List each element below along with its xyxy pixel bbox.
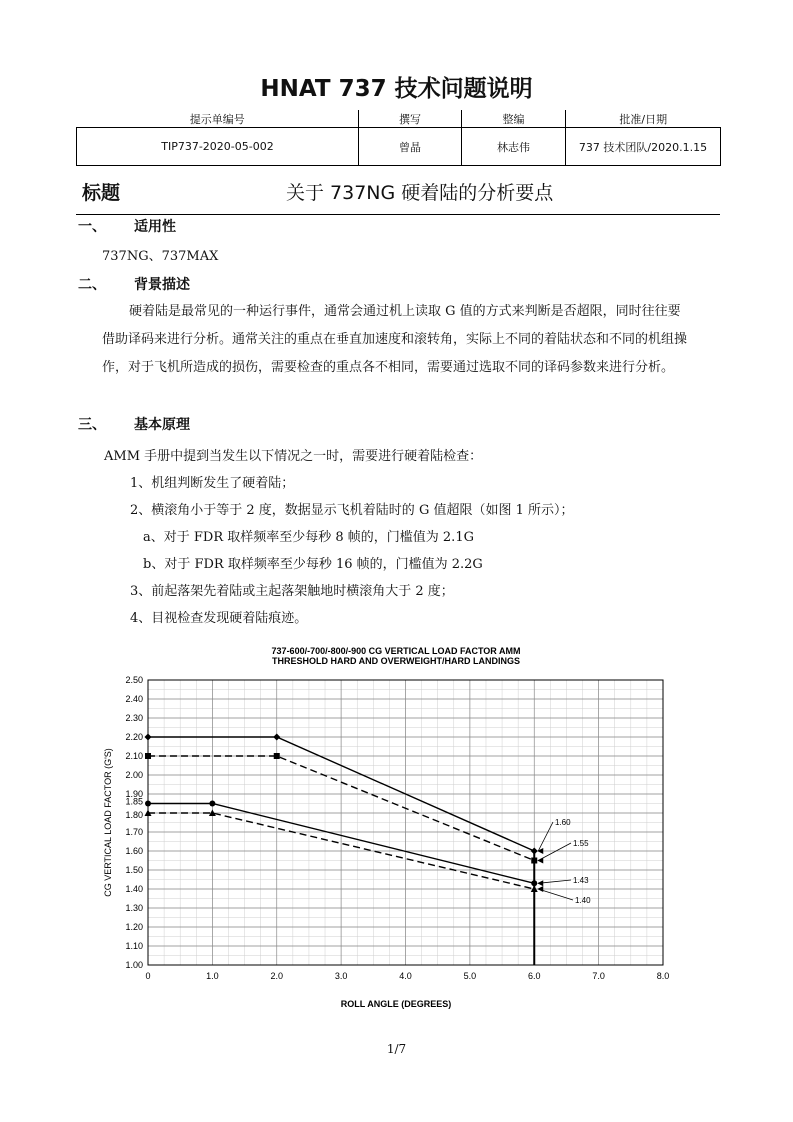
principle-item: a、对于 FDR 取样频率至少每秒 8 帧的，门槛值为 2.1G — [143, 530, 474, 545]
author: 曾晶 — [359, 128, 462, 166]
annotation-arrow — [537, 848, 543, 854]
meta-header-cell: 整编 — [462, 110, 566, 128]
meta-header-cell: 提示单编号 — [77, 110, 359, 128]
chart-title: 737-600/-700/-800/-900 CG VERTICAL LOAD FACTOR AMM — [271, 646, 521, 656]
y-tick-label: 2.30 — [125, 713, 143, 723]
section-title: 基本原理 — [134, 417, 190, 433]
x-tick-label: 4.0 — [399, 971, 412, 981]
annotation-label: 1.60 — [555, 818, 571, 827]
annotation-label: 1.43 — [573, 876, 589, 885]
principle-item: 1、机组判断发生了硬着陆； — [130, 476, 295, 491]
subject-row — [76, 176, 720, 215]
y-tick-label: 2.10 — [125, 751, 143, 761]
section-number: 二、 — [78, 277, 106, 293]
document-title: HNAT 737 技术问题说明 — [260, 76, 533, 102]
principle-item: 2、横滚角小于等于 2 度，数据显示飞机着陆时的 G 值超限（如图 1 所示）； — [130, 503, 574, 518]
y-tick-label: 1.90 — [125, 789, 143, 799]
subject-text: 关于 737NG 硬着陆的分析要点 — [286, 182, 554, 204]
y-tick-label: 1.80 — [125, 810, 143, 820]
annotation-arrow — [537, 886, 543, 892]
x-tick-label: 5.0 — [463, 971, 477, 981]
section-number: 三、 — [78, 417, 106, 433]
y-tick-label: 1.70 — [125, 827, 143, 837]
annotation-leader — [538, 822, 553, 851]
y-tick-label: 2.00 — [125, 770, 143, 780]
meta-header-row — [77, 110, 721, 128]
editor: 林志伟 — [462, 128, 566, 166]
x-tick-label: 6.0 — [527, 971, 541, 981]
principle-item: b、对于 FDR 取样频率至少每秒 16 帧的，门槛值为 2.2G — [143, 557, 483, 572]
meta-table — [76, 110, 721, 166]
section-heading — [78, 274, 190, 294]
y-tick-label: 1.40 — [125, 884, 143, 894]
principle-intro: AMM 手册中提到当发生以下情况之一时，需要进行硬着陆检查： — [104, 449, 483, 464]
y-tick-label: 2.50 — [125, 675, 143, 685]
y-tick-label: 1.30 — [125, 903, 143, 913]
data-point — [145, 801, 151, 807]
x-tick-label: 7.0 — [592, 971, 605, 981]
y-tick-label: 2.20 — [125, 732, 143, 742]
data-point — [145, 753, 151, 759]
data-point — [145, 734, 152, 741]
x-tick-label: 1.0 — [206, 971, 219, 981]
meta-header-cell: 撰写 — [359, 110, 462, 128]
approval-date: 737 技术团队/2020.1.15 — [566, 128, 721, 166]
meta-value-row — [77, 128, 721, 166]
principle-item: 4、目视检查发现硬着陆痕迹。 — [130, 611, 308, 626]
data-point — [531, 858, 537, 864]
background-paragraph: 硬着陆是最常见的一种运行事件，通常会通过机上读取 G 值的方式来判断是否超限，同时往往要借助译码来进行分析。通常关注的重点在垂直加速度和滚转角，实际上不同的着陆状态和不同的机组操作，对于飞机所造成的损伤，需要检查的重点各不相同，需要通过选取不同的译码参数来进行分析。 — [102, 304, 688, 375]
annotation-arrow — [537, 858, 543, 864]
x-axis-label: ROLL ANGLE (DEGREES) — [340, 999, 452, 1009]
section-heading — [78, 216, 176, 236]
y-tick-label: 1.50 — [125, 865, 143, 875]
principle-item: 3、前起落架先着陆或主起落架触地时横滚角大于 2 度； — [130, 584, 454, 599]
subject-label: 标题 — [82, 182, 121, 204]
load-factor-chart — [95, 640, 715, 1020]
x-tick-label: 8.0 — [656, 971, 670, 981]
data-point — [531, 848, 538, 855]
y-tick-label: 1.60 — [125, 846, 143, 856]
chart-subtitle: THRESHOLD HARD AND OVERWEIGHT/HARD LANDINGS — [271, 656, 521, 666]
y-tick-label: 2.40 — [125, 694, 143, 704]
y-tick-label: 1.20 — [125, 922, 143, 932]
section-heading — [78, 414, 190, 434]
section-title: 适用性 — [134, 219, 176, 235]
data-point — [273, 734, 280, 741]
meta-header-cell: 批准/日期 — [566, 110, 721, 128]
y-tick-label: 1.10 — [125, 941, 143, 951]
data-point — [274, 753, 280, 759]
x-tick-label: 0 — [145, 971, 151, 981]
y-tick-label: 1.00 — [125, 960, 143, 970]
section-number: 一、 — [78, 219, 106, 235]
tip-number: TIP737-2020-05-002 — [77, 128, 359, 166]
x-tick-label: 2.0 — [270, 971, 284, 981]
y-tick-label: 1.85 — [125, 796, 143, 807]
section-title: 背景描述 — [134, 277, 190, 293]
annotation-label: 1.40 — [575, 896, 591, 905]
y-axis-label: CG VERTICAL LOAD FACTOR (G'S) — [103, 748, 113, 897]
x-tick-label: 3.0 — [334, 971, 348, 981]
applicability-text: 737NG、737MAX — [102, 249, 219, 264]
annotation-arrow — [537, 880, 543, 886]
data-point — [531, 880, 537, 886]
chart-svg — [95, 640, 715, 1020]
data-point — [209, 801, 215, 807]
annotation-label: 1.55 — [573, 839, 589, 848]
page-number: 1/7 — [386, 1042, 407, 1056]
